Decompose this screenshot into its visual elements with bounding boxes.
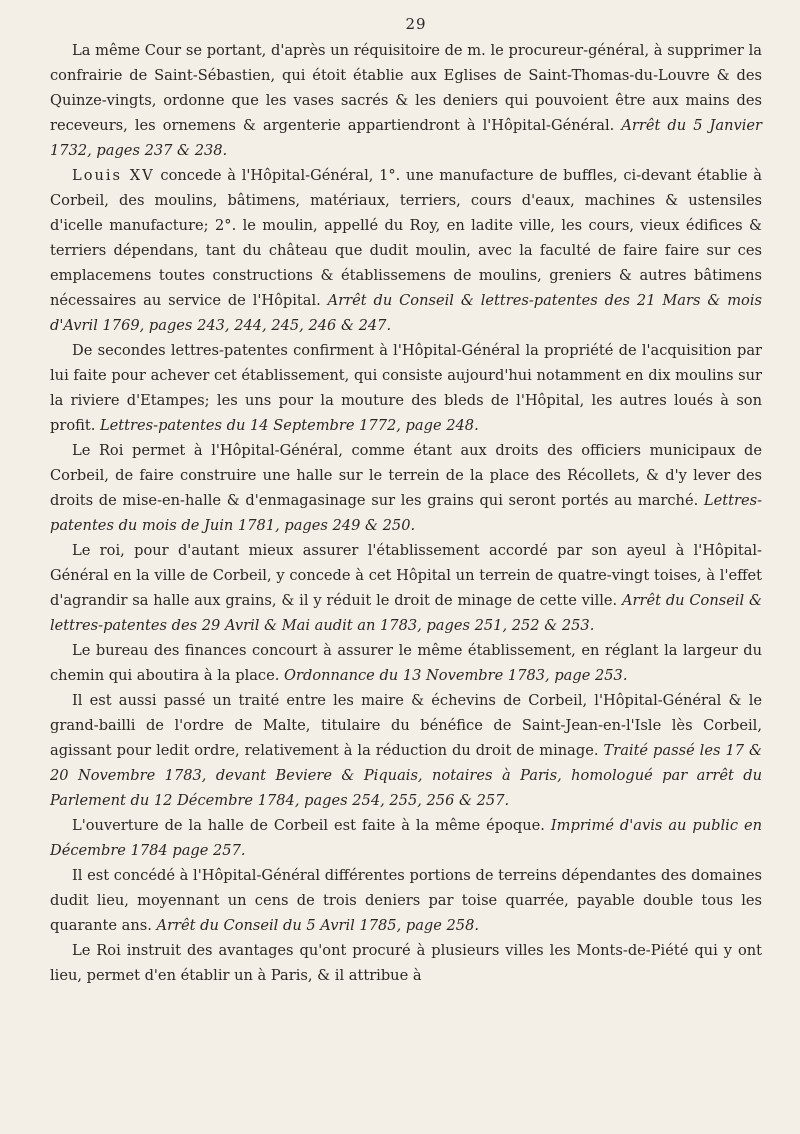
paragraph-monts-de-piete bbox=[50, 938, 762, 988]
paragraph-text: La même Cour se portant, d'après un réquisitoire de m. le procureur-général, à supprimer la confrairie de Saint-Sébastien, qui étoit établie aux Eglises de Saint-Thomas-du-Louvre & des Quinze-vingts, ordonne que les vases sacrés & les deniers qui pouvoient être aux mains des receveurs, les ornemens & argenterie appartiendront à l'Hôpital-Général. bbox=[50, 42, 762, 134]
citation: Arrêt du Conseil & lettres-patentes des 21 Mars & mois d'Avril 1769, pages 243, 244, 245, 246 & 247. bbox=[50, 292, 762, 334]
paragraph-text: L'ouverture de la halle de Corbeil est faite à la même époque. bbox=[72, 817, 551, 834]
citation: Arrêt du 5 Janvier 1732, pages 237 & 238. bbox=[50, 117, 762, 159]
paragraph-bureau-finances bbox=[50, 638, 762, 688]
citation: Traité passé les 17 & 20 Novembre 1783, devant Beviere & Piquais, notaires à Paris, homologué par arrêt du Parlement du 12 Décembre 1784, pages 254, 255, 256 & 257. bbox=[50, 742, 762, 809]
paragraph-halle bbox=[50, 438, 762, 538]
king-name: Louis XV bbox=[72, 167, 155, 184]
page-number: 29 bbox=[405, 15, 427, 33]
paragraph-manufacture bbox=[50, 163, 762, 338]
paragraph-concession bbox=[50, 863, 762, 938]
citation: Lettres-patentes du 14 Septembre 1772, page 248. bbox=[99, 417, 479, 434]
paragraph-text: Le Roi instruit des avantages qu'ont procuré à plusieurs villes les Monts-de-Piété qui y ont lieu, permet d'en établir un à Paris, & il attribue à bbox=[50, 942, 762, 984]
paragraph-text: Il est aussi passé un traité entre les maire & échevins de Corbeil, l'Hôpital-Général & le grand-bailli de l'ordre de Malte, titulaire du bénéfice de Saint-Jean-en-l'Isle lès Corbeil, agissant pour ledit ordre, relativement à la réduction du droit de minage. bbox=[50, 692, 762, 759]
paragraph-confrairie bbox=[50, 38, 762, 163]
paragraph-moulins bbox=[50, 338, 762, 438]
citation: Lettres-patentes du mois de Juin 1781, pages 249 & 250. bbox=[50, 492, 762, 534]
paragraph-text: concede à l'Hôpital-Général, 1°. une manufacture de buffles, ci-devant établie à Corbeil, des moulins, bâtimens, matériaux, terriers, cours d'eaux, machines & ustensiles d'icelle manufacture; 2°. le moulin, appellé du Roy, en ladite ville, les cours, vieux édifices & terriers dépendans, tant du château que dudit moulin, avec la faculté de faire faire sur ces emplacemens toutes constructions & établissemens de moulins, greniers & autres bâtimens nécessaires au service de l'Hôpital. bbox=[50, 167, 762, 309]
paragraph-text: Le bureau des finances concourt à assurer le même établissement, en réglant la largeur du chemin qui aboutira à la place. bbox=[50, 642, 762, 684]
paragraph-text: Le Roi permet à l'Hôpital-Général, comme étant aux droits des officiers municipaux de Corbeil, de faire construire une halle sur le terrein de la place des Récollets, & d'y lever des droits de mise-en-halle & d'enmagasinage sur les grains qui seront portés au marché. bbox=[50, 442, 762, 509]
paragraph-text: De secondes lettres-patentes confirment à l'Hôpital-Général la propriété de l'acquisition par lui faite pour achever cet établissement, qui consiste aujourd'hui notamment en dix moulins sur la riviere d'Etampes; les uns pour la mouture des bleds de l'Hôpital, les autres loués à son profit. bbox=[50, 342, 762, 434]
citation: Imprimé d'avis au public en Décembre 1784 page 257. bbox=[50, 817, 762, 859]
citation: Arrêt du Conseil & lettres-patentes des 29 Avril & Mai audit an 1783, pages 251, 252 & 253. bbox=[50, 592, 763, 634]
paragraph-text: Le roi, pour d'autant mieux assurer l'établissement accordé par son ayeul à l'Hôpital-Général en la ville de Corbeil, y concede à cet Hôpital un terrein de quatre-vingt toises, à l'effet d'agrandir sa halle aux grains, & il y réduit le droit de minage de cette ville. bbox=[50, 542, 762, 609]
paragraph-text: Il est concédé à l'Hôpital-Général différentes portions de terreins dépendantes des domaines dudit lieu, moyennant un cens de trois deniers par toise quarrée, payable double tous les quarante ans. bbox=[50, 867, 762, 934]
paragraph-traite bbox=[50, 688, 762, 813]
citation: Arrêt du Conseil du 5 Avril 1785, page 258. bbox=[156, 917, 480, 934]
document-page bbox=[50, 14, 762, 988]
paragraph-terrein bbox=[50, 538, 762, 638]
paragraph-ouverture bbox=[50, 813, 762, 863]
citation: Ordonnance du 13 Novembre 1783, page 253. bbox=[284, 667, 628, 684]
